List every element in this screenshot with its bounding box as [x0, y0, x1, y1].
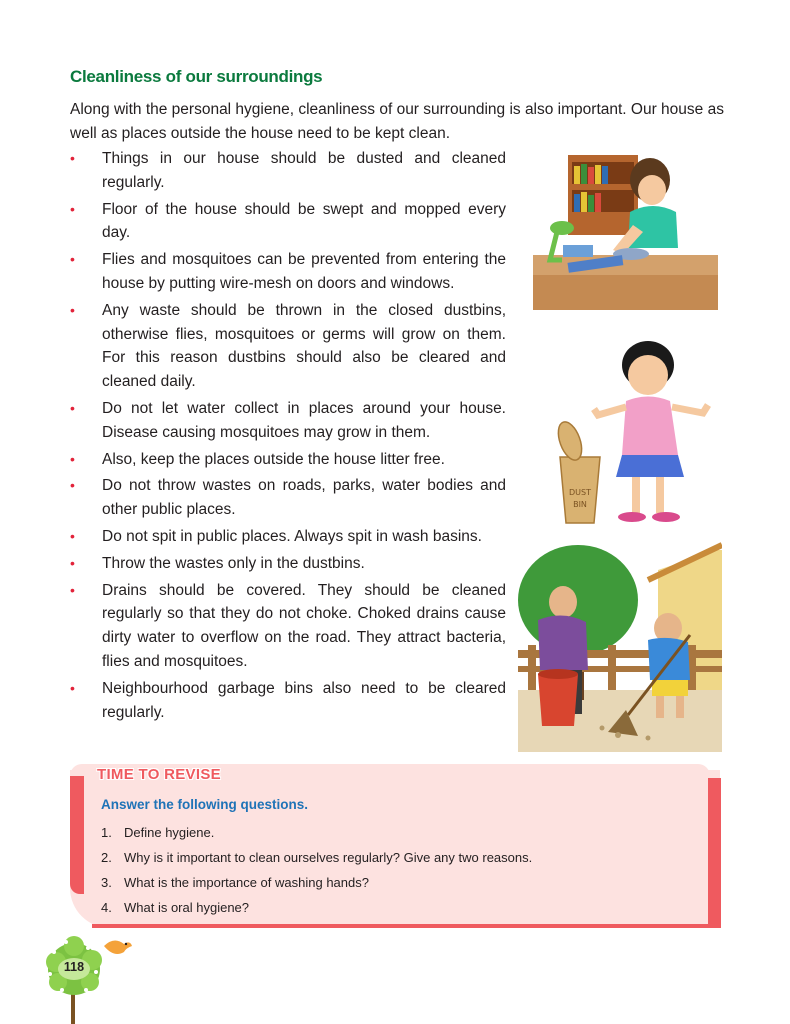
bullet-icon: •: [70, 679, 75, 696]
revise-bottom-bar: [92, 924, 721, 928]
list-item: • Drains should be covered. They should be cleaned regularly so that they do not choke. Choked drains cause dirty water to overflow on the road. They attract bacteria, flies and mosquitoes.: [70, 579, 506, 674]
page-number: 118: [63, 960, 85, 974]
sweeping-illustration: [518, 540, 722, 752]
dusting-illustration: [528, 150, 720, 315]
revise-left-bar: [70, 776, 84, 894]
list-item: • Do not let water collect in places around your house. Disease causing mosquitoes may grow in them.: [70, 397, 506, 445]
question-item: 3. What is the importance of washing hands?: [101, 875, 369, 890]
section-heading: Cleanliness of our surroundings: [70, 67, 323, 86]
bullet-icon: •: [70, 581, 75, 598]
list-item: • Any waste should be thrown in the closed dustbins, otherwise flies, mosquitoes or germs will grow on them. For this reason dustbins should also be cleared and cleaned daily.: [70, 299, 506, 394]
question-list: [101, 820, 532, 920]
bullet-icon: •: [70, 399, 75, 416]
list-item: • Flies and mosquitoes can be prevented from entering the house by putting wire-mesh on doors and windows.: [70, 248, 506, 296]
list-item: • Things in our house should be dusted and cleaned regularly.: [70, 147, 506, 195]
list-item: • Also, keep the places outside the house litter free.: [70, 448, 506, 472]
bullet-icon: •: [70, 450, 75, 467]
intro-paragraph: Along with the personal hygiene, cleanliness of our surrounding is also important. Our house as well as places outside the house need to be kept clean.: [70, 101, 724, 142]
question-item: 4. What is oral hygiene?: [101, 900, 250, 915]
bullet-icon: •: [70, 251, 75, 268]
bullet-icon: •: [70, 477, 75, 494]
bullet-icon: •: [70, 200, 75, 217]
list-item: • Do not throw wastes on roads, parks, water bodies and other public places.: [70, 474, 506, 522]
dustbin-label-1: DUST: [569, 488, 591, 497]
list-item: • Do not spit in public places. Always spit in wash basins.: [70, 525, 506, 549]
list-item: • Throw the wastes only in the dustbins.: [70, 552, 506, 576]
revise-right-bar: [708, 778, 721, 928]
revise-title: TIME TO REVISE: [97, 766, 221, 783]
revise-subtitle: Answer the following questions.: [101, 797, 309, 812]
tree-icon: [42, 932, 142, 1024]
bullet-icon: •: [70, 301, 75, 318]
bullet-icon: •: [70, 150, 75, 166]
question-item: 2. Why is it important to clean ourselves regularly? Give any two reasons.: [101, 850, 533, 865]
question-item: 1. Define hygiene.: [101, 825, 215, 840]
bullet-icon: •: [70, 554, 75, 571]
list-item: • Neighbourhood garbage bins also need to be cleared regularly.: [70, 677, 506, 725]
bullet-icon: •: [70, 527, 75, 544]
dustbin-label-2: BIN: [573, 500, 587, 509]
dustbin-illustration: [548, 337, 720, 527]
bullet-list: [70, 147, 506, 727]
list-item: • Floor of the house should be swept and mopped every day.: [70, 198, 506, 246]
